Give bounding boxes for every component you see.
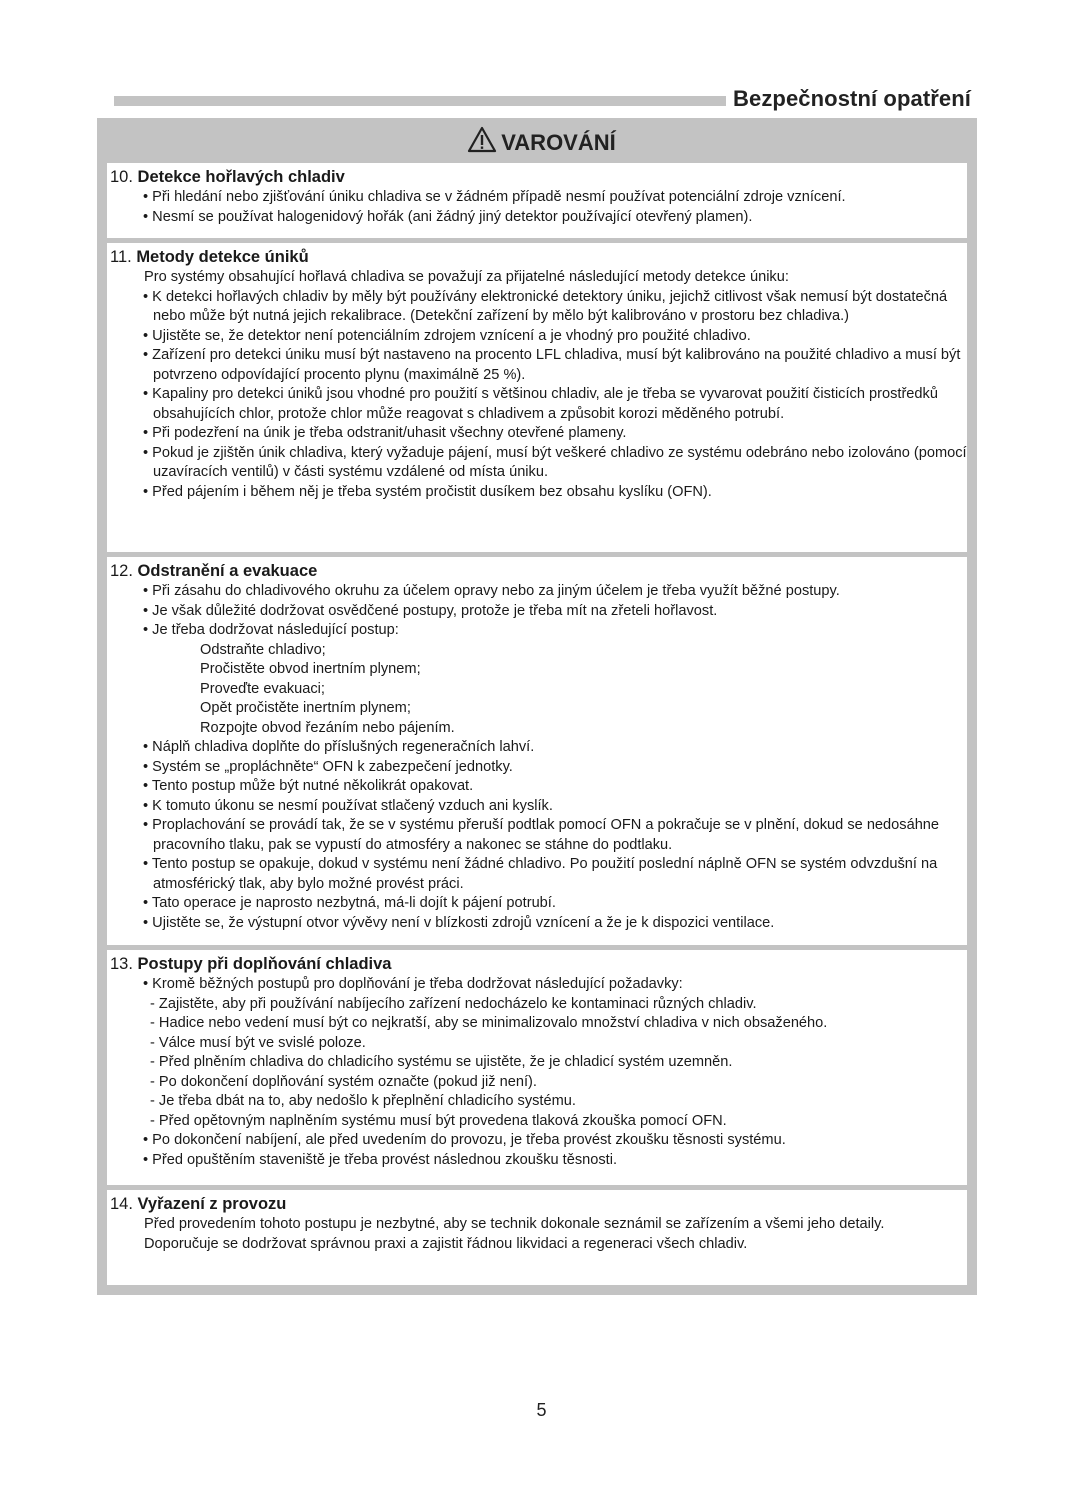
page-number: 5 (536, 1400, 547, 1420)
bullet-item: • Proplachování se provádí tak, že se v systému přeruší podtlak pomocí OFN a pokračuje se v plnění, dokud se nedosáhne pracovního tlaku, pak se vypustí do atmosféry a nakonec se stáhne do podtlaku. (110, 816, 967, 855)
section-13-panel (107, 950, 967, 1185)
bullet-item: • Zařízení pro detekci úniku musí být nastaveno na procento LFL chladiva, musí být kalibrováno na použité chladivo a musí být potvrzeno odpovídající procento plynu (maximálně 25 %). (110, 346, 967, 385)
dash-item: - Zajistěte, aby při používání nabíjecího zařízení nedocházelo ke kontaminaci různých chladiv. (110, 995, 967, 1015)
section-heading: 14. Vyřazení z provozu (110, 1195, 287, 1213)
paragraph: Doporučuje se dodržovat správnou praxi a zajistit řádnou likvidaci a regeneraci všech chladiv. (144, 1235, 748, 1252)
bullet-item: • Je třeba dodržovat následující postup: (110, 621, 967, 641)
bullet-item: • K tomuto úkonu se nesmí používat stlačený vzduch ani kyslík. (110, 797, 967, 817)
bullet-item: • Před pájením i během něj je třeba systém pročistit dusíkem bez obsahu kyslíku (OFN). (110, 483, 967, 503)
procedure-step: Pročistěte obvod inertním plynem; (200, 661, 421, 677)
bullet-item: • Tento postup se opakuje, dokud v systému není žádné chladivo. Po použití poslední náplně OFN se systém odvzdušní na atmosférický tlak, aby bylo možné provést práci. (110, 855, 967, 894)
page-section-title: Bezpečnostní opatření (733, 86, 972, 111)
bullet-item: • Po dokončení nabíjení, ale před uvedením do provozu, je třeba provést zkoušku těsnosti systému. (110, 1131, 967, 1151)
bullet-item: • Kromě běžných postupů pro doplňování je třeba dodržovat následující požadavky: (110, 975, 967, 995)
section-intro: Pro systémy obsahující hořlavá chladiva se považují za přijatelné následující metody detekce úniku: (144, 269, 789, 285)
warning-label: VAROVÁNÍ (501, 129, 616, 155)
section-heading: 12. Odstranění a evakuace (110, 562, 318, 580)
bullet-item: • Pokud je zjištěn únik chladiva, který vyžaduje pájení, musí být veškeré chladivo ze systému odebráno nebo izolováno (pomocí uzavíracích ventilů) v části systému vzdálené od místa úniku. (110, 444, 967, 483)
bullet-item: • Ujistěte se, že výstupní otvor vývěvy není v blízkosti zdrojů vznícení a že je k dispozici ventilace. (110, 914, 967, 934)
bullet-item: • Je však důležité dodržovat osvědčené postupy, protože je třeba mít na zřeteli hořlavost. (110, 602, 967, 622)
bullet-item: • Nesmí se používat halogenidový hořák (ani žádný jiný detektor používající otevřený plamen). (110, 208, 967, 228)
dash-item: - Před opětovným naplněním systému musí být provedena tlaková zkouška pomocí OFN. (110, 1112, 967, 1132)
warning-heading (0, 126, 1083, 159)
dash-item: - Před plněním chladiva do chladicího systému se ujistěte, že je chladicí systém uzemněn. (110, 1053, 967, 1073)
section-11-panel (107, 243, 967, 552)
bullet-item: • Ujistěte se, že detektor není potenciálním zdrojem vznícení a je vhodný pro použité chladivo. (110, 327, 967, 347)
section-heading: 10. Detekce hořlavých chladiv (110, 168, 345, 186)
bullet-item: • Při podezření na únik je třeba odstranit/uhasit všechny otevřené plameny. (110, 424, 967, 444)
procedure-step: Proveďte evakuaci; (200, 680, 325, 697)
bullet-item: • Při hledání nebo zjišťování úniku chladiva se v žádném případě nesmí používat potenciální zdroje vznícení. (110, 188, 967, 208)
dash-item: - Je třeba dbát na to, aby nedošlo k přeplnění chladicího systému. (110, 1092, 967, 1112)
bullet-item: • Tento postup může být nutné několikrát opakovat. (110, 777, 967, 797)
procedure-step: Rozpojte obvod řezáním nebo pájením. (200, 719, 455, 736)
section-heading: 13. Postupy při doplňování chladiva (110, 955, 392, 973)
section-10-panel (107, 163, 967, 238)
dash-item: - Válce musí být ve svislé poloze. (110, 1034, 967, 1054)
header-rule (114, 96, 726, 106)
dash-item: - Po dokončení doplňování systém označte (pokud již není). (110, 1073, 967, 1093)
section-12-panel (107, 557, 967, 945)
dash-item: - Hadice nebo vedení musí být co nejkratší, aby se minimalizovalo množství chladiva v nich obsaženého. (110, 1014, 967, 1034)
bullet-item: • Kapaliny pro detekci úniků jsou vhodné pro použití s většinou chladiv, ale je třeba se vyvarovat použití čisticích prostředků obsahujících chlor, protože chlor může reagovat s chladivem a způsobit korozi měděného potrubí. (110, 385, 967, 424)
bullet-item: • K detekci hořlavých chladiv by měly být používány elektronické detektory úniku, jejichž citlivost však nemusí být dostatečná nebo může být nutná jejich rekalibrace. (Detekční zařízení by mělo být kalibrováno v prostoru bez chladiva.) (110, 288, 967, 327)
bullet-item: • Náplň chladiva doplňte do příslušných regeneračních lahví. (110, 738, 967, 758)
procedure-step: Odstraňte chladivo; (200, 641, 326, 658)
bullet-item: • Tato operace je naprosto nezbytná, má-li dojít k pájení potrubí. (110, 894, 967, 914)
paragraph: Před provedením tohoto postupu je nezbytné, aby se technik dokonale seznámil se zařízením a všemi jeho detaily. (144, 1216, 885, 1232)
bullet-item: • Systém se „propláchněte“ OFN k zabezpečení jednotky. (110, 758, 967, 778)
warning-triangle-icon (467, 126, 497, 159)
section-14-panel (107, 1190, 967, 1285)
bullet-item: • Při zásahu do chladivového okruhu za účelem opravy nebo za jiným účelem je třeba využít běžné postupy. (110, 582, 967, 602)
procedure-step: Opět pročistěte inertním plynem; (200, 700, 411, 716)
section-heading: 11. Metody detekce úniků (110, 248, 309, 266)
bullet-item: • Před opuštěním staveniště je třeba provést následnou zkoušku těsnosti. (110, 1151, 967, 1171)
